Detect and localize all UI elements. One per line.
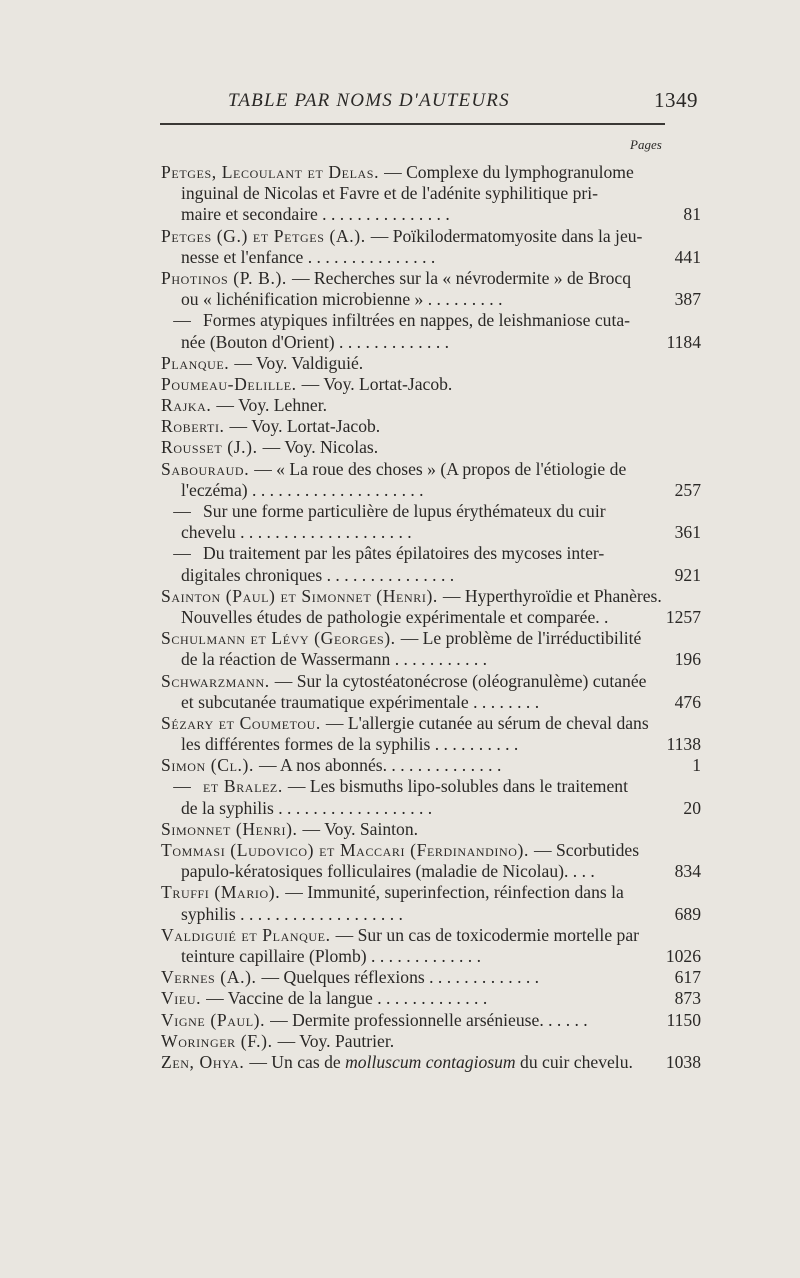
- entry-page-number: 1026: [665, 945, 701, 966]
- index-entry: [161, 437, 701, 458]
- entry-line: [161, 988, 701, 1009]
- entry-text: de la réaction de Wassermann . . . . . . . . . . .: [181, 649, 488, 670]
- entry-line: [161, 395, 701, 416]
- entry-text: — Voy. Lehner.: [216, 395, 328, 416]
- entry-text: — Sur la cytostéatonécrose (oléogranulème) cutanée: [274, 670, 647, 691]
- entry-line: [161, 162, 701, 183]
- entry-page-number: 387: [674, 289, 701, 310]
- ditto-dash: —: [173, 310, 191, 331]
- entry-authors: Sainton (Paul) et Simonnet (Henri).: [161, 585, 443, 606]
- entry-line: [161, 819, 701, 840]
- entry-text: — Quelques réflexions . . . . . . . . . . . . .: [261, 967, 540, 988]
- entry-authors: Schulmann et Lévy (Georges).: [161, 628, 401, 649]
- entry-text: — Immunité, superinfection, réinfection dans la: [285, 882, 624, 903]
- entry-text: Sur une forme particulière de lupus érythémateux du cuir: [203, 501, 606, 521]
- entry-text: nesse et l'enfance . . . . . . . . . . . . . . .: [181, 246, 436, 267]
- entry-authors: Tommasi (Ludovico) et Maccari (Ferdinandino).: [161, 840, 535, 860]
- entry-text-tail: du cuir chevelu.: [520, 1051, 633, 1072]
- entry-line: [161, 1010, 701, 1031]
- entry-line: [161, 946, 701, 967]
- entry-authors: Rousset (J.).: [161, 437, 263, 458]
- index-entry: [161, 226, 701, 268]
- entry-line: [161, 586, 701, 607]
- entry-line: [161, 501, 701, 522]
- entry-line: [161, 671, 701, 692]
- entry-text: — Voy. Nicolas.: [262, 437, 379, 458]
- entry-text: — Sur un cas de toxicodermie mortelle par: [335, 924, 639, 945]
- entry-text: Formes atypiques infiltrées en nappes, de leishmaniose cuta-: [203, 310, 631, 331]
- index-entry: [161, 819, 701, 840]
- index-entry: [161, 1010, 701, 1031]
- index-entry: [161, 925, 701, 967]
- entry-page-number: 257: [674, 479, 701, 500]
- entry-line: [161, 353, 701, 374]
- index-entry: [161, 882, 701, 924]
- index-entry: [161, 501, 701, 543]
- entry-text: syphilis . . . . . . . . . . . . . . . . . . .: [181, 903, 403, 924]
- entry-authors: Roberti.: [161, 416, 230, 437]
- entry-page-number: 617: [674, 967, 701, 988]
- index-entry: [161, 628, 701, 670]
- entry-text: — Hyperthyroïdie et Phanères.: [442, 585, 662, 606]
- entry-page-number: 81: [683, 204, 701, 225]
- entry-text: — « La roue des choses » (A propos de l'étiologie de: [254, 458, 627, 479]
- entry-authors: Photinos (P. B.).: [161, 267, 292, 288]
- entry-line: [161, 628, 701, 649]
- entry-line: [161, 882, 701, 903]
- entry-line: [161, 840, 701, 861]
- entry-text: — Voy. Lortat-Jacob.: [301, 373, 453, 394]
- index-entry: [161, 268, 701, 310]
- entry-text: — Voy. Valdiguié.: [234, 352, 364, 373]
- entry-line: [161, 565, 701, 586]
- entry-text: inguinal de Nicolas et Favre et de l'adénite syphilitique pri-: [181, 183, 598, 204]
- entry-line: [161, 713, 701, 734]
- index-entry: [161, 1031, 701, 1052]
- entry-line: [161, 374, 701, 395]
- entry-text: l'eczéma) . . . . . . . . . . . . . . . . . . . .: [181, 479, 424, 500]
- entry-page-number: 20: [683, 797, 701, 818]
- index-entry: [161, 1052, 701, 1073]
- entry-line: [161, 183, 701, 204]
- entry-text: maire et secondaire . . . . . . . . . . . . . . .: [181, 204, 450, 225]
- entry-text: de la syphilis . . . . . . . . . . . . . . . . . .: [181, 797, 433, 818]
- entry-page-number: 921: [674, 564, 701, 585]
- entry-authors: Vernes (A.).: [161, 967, 262, 988]
- entry-page-number: 1038: [665, 1051, 701, 1072]
- entry-line: [161, 861, 701, 882]
- entry-text: — Le problème de l'irréductibilité: [400, 628, 642, 649]
- entry-text: née (Bouton d'Orient) . . . . . . . . . . . . .: [181, 331, 450, 352]
- entry-line: [161, 925, 701, 946]
- entry-page-number: 873: [674, 988, 701, 1009]
- entry-authors: Simon (Cl.).: [161, 755, 259, 776]
- entry-authors: Simonnet (Henri).: [161, 818, 303, 839]
- entry-authors: Sézary et Coumetou.: [161, 712, 326, 733]
- index-entry: [161, 162, 701, 226]
- entry-text: — Voy. Sainton.: [302, 818, 419, 839]
- entry-line: [161, 289, 701, 310]
- entry-line: [161, 734, 701, 755]
- index-entry: [161, 755, 701, 776]
- index-entry: [161, 459, 701, 501]
- entry-line: [161, 416, 701, 437]
- entry-page-number: 1184: [666, 331, 701, 352]
- index-entry: [161, 353, 701, 374]
- index-entry: [161, 416, 701, 437]
- entry-page-number: 196: [674, 649, 701, 670]
- entry-line: [161, 798, 701, 819]
- index-entry: [161, 840, 701, 882]
- pages-column-label: Pages: [630, 137, 662, 152]
- entry-text: — Complexe du lymphogranulome: [384, 162, 634, 182]
- entry-text: — Dermite professionnelle arsénieuse. . . . . .: [270, 1009, 588, 1030]
- entry-line: [161, 1052, 701, 1073]
- index-entry: [161, 713, 701, 755]
- entry-authors: Vieu.: [161, 988, 207, 1009]
- entry-text: papulo-kératosiques folliculaires (maladie de Nicolau). . . .: [181, 861, 595, 882]
- ditto-dash: —: [173, 543, 191, 564]
- entry-line: [161, 437, 701, 458]
- page-number: 1349: [654, 88, 698, 112]
- entry-line: [161, 967, 701, 988]
- entry-text: Nouvelles études de pathologie expérimentale et comparée. .: [181, 606, 609, 627]
- entry-text: — Poïkilodermatomyosite dans la jeu-: [370, 225, 643, 246]
- entry-authors: Truffi (Mario).: [161, 882, 286, 903]
- entry-page-number: 1: [692, 755, 701, 776]
- entry-line: [161, 692, 701, 713]
- entry-line: [161, 1031, 701, 1052]
- entry-authors: Schwarzmann.: [161, 670, 275, 691]
- ditto-dash: —: [173, 776, 191, 797]
- entry-authors: et Bralez.: [203, 776, 288, 797]
- entry-text: chevelu . . . . . . . . . . . . . . . . . . . .: [181, 522, 412, 543]
- entry-line: [161, 480, 701, 501]
- entry-line: [161, 904, 701, 925]
- entry-text: — Les bismuths lipo-solubles dans le traitement: [287, 776, 628, 797]
- entry-line: [161, 204, 701, 225]
- entry-authors: Petges (G.) et Petges (A.).: [161, 225, 371, 246]
- entry-authors: Poumeau-Delille.: [161, 373, 302, 394]
- entry-text: ou « lichénification microbienne » . . . . . . . . .: [181, 289, 503, 310]
- entry-page-number: 689: [674, 903, 701, 924]
- entry-authors: Planque.: [161, 352, 235, 373]
- entry-text: — Scorbutides: [534, 840, 640, 860]
- entry-authors: Sabouraud.: [161, 458, 255, 479]
- index-entry: [161, 395, 701, 416]
- entry-page-number: 1257: [665, 606, 701, 627]
- entry-text: digitales chroniques . . . . . . . . . . . . . . .: [181, 564, 455, 585]
- entry-line: [161, 543, 701, 564]
- entry-line: [161, 522, 701, 543]
- entry-authors: Woringer (F.).: [161, 1030, 278, 1051]
- entry-text: — L'allergie cutanée au sérum de cheval dans: [325, 712, 649, 733]
- entry-text: et subcutanée traumatique expérimentale . . . . . . . .: [181, 691, 540, 712]
- entry-line: [161, 268, 701, 289]
- entry-text: les différentes formes de la syphilis . . . . . . . . . .: [181, 734, 519, 755]
- entry-line: [161, 776, 701, 797]
- page-header: [0, 88, 800, 118]
- index-entry: [161, 586, 701, 628]
- entry-authors: Petges, Lecoulant et Delas.: [161, 162, 385, 182]
- entry-page-number: 1138: [666, 734, 701, 755]
- entry-text: — Voy. Lortat-Jacob.: [229, 416, 381, 437]
- entry-line: [161, 607, 701, 628]
- running-title: TABLE PAR NOMS D'AUTEURS: [228, 90, 510, 111]
- entry-page-number: 1150: [666, 1009, 701, 1030]
- entry-page-number: 476: [674, 691, 701, 712]
- index-entry: [161, 310, 701, 352]
- index-entry: [161, 374, 701, 395]
- entry-line: [161, 226, 701, 247]
- entry-text: — Vaccine de la langue . . . . . . . . . . . . .: [206, 988, 488, 1009]
- entry-line: [161, 459, 701, 480]
- index-entry: [161, 671, 701, 713]
- entry-page-number: 361: [674, 522, 701, 543]
- entry-authors: Vigne (Paul).: [161, 1009, 271, 1030]
- author-index: [161, 162, 701, 1073]
- entry-text: — A nos abonnés. . . . . . . . . . . . . .: [258, 755, 502, 776]
- index-entry: [161, 988, 701, 1009]
- entry-line: [161, 247, 701, 268]
- entry-text: Du traitement par les pâtes épilatoires des mycoses inter-: [203, 543, 605, 564]
- entry-text: — Recherches sur la « névrodermite » de Brocq: [291, 267, 631, 288]
- entry-page-number: 834: [674, 861, 701, 882]
- header-rule: [160, 123, 665, 125]
- entry-text: — Un cas de: [249, 1051, 341, 1072]
- index-entry: [161, 967, 701, 988]
- ditto-dash: —: [173, 501, 191, 521]
- entry-authors: Valdiguié et Planque.: [161, 924, 336, 945]
- entry-line: [161, 310, 701, 331]
- entry-text: — Voy. Pautrier.: [277, 1030, 395, 1051]
- entry-italic-term: molluscum contagiosum: [340, 1051, 521, 1072]
- entry-line: [161, 755, 701, 776]
- index-entry: [161, 776, 701, 818]
- entry-authors: Rajka.: [161, 395, 217, 416]
- entry-page-number: 441: [674, 246, 701, 267]
- entry-line: [161, 649, 701, 670]
- entry-text: teinture capillaire (Plomb) . . . . . . . . . . . . .: [181, 945, 482, 966]
- index-entry: [161, 543, 701, 585]
- entry-authors: Zen, Ohya.: [161, 1051, 250, 1072]
- entry-line: [161, 332, 701, 353]
